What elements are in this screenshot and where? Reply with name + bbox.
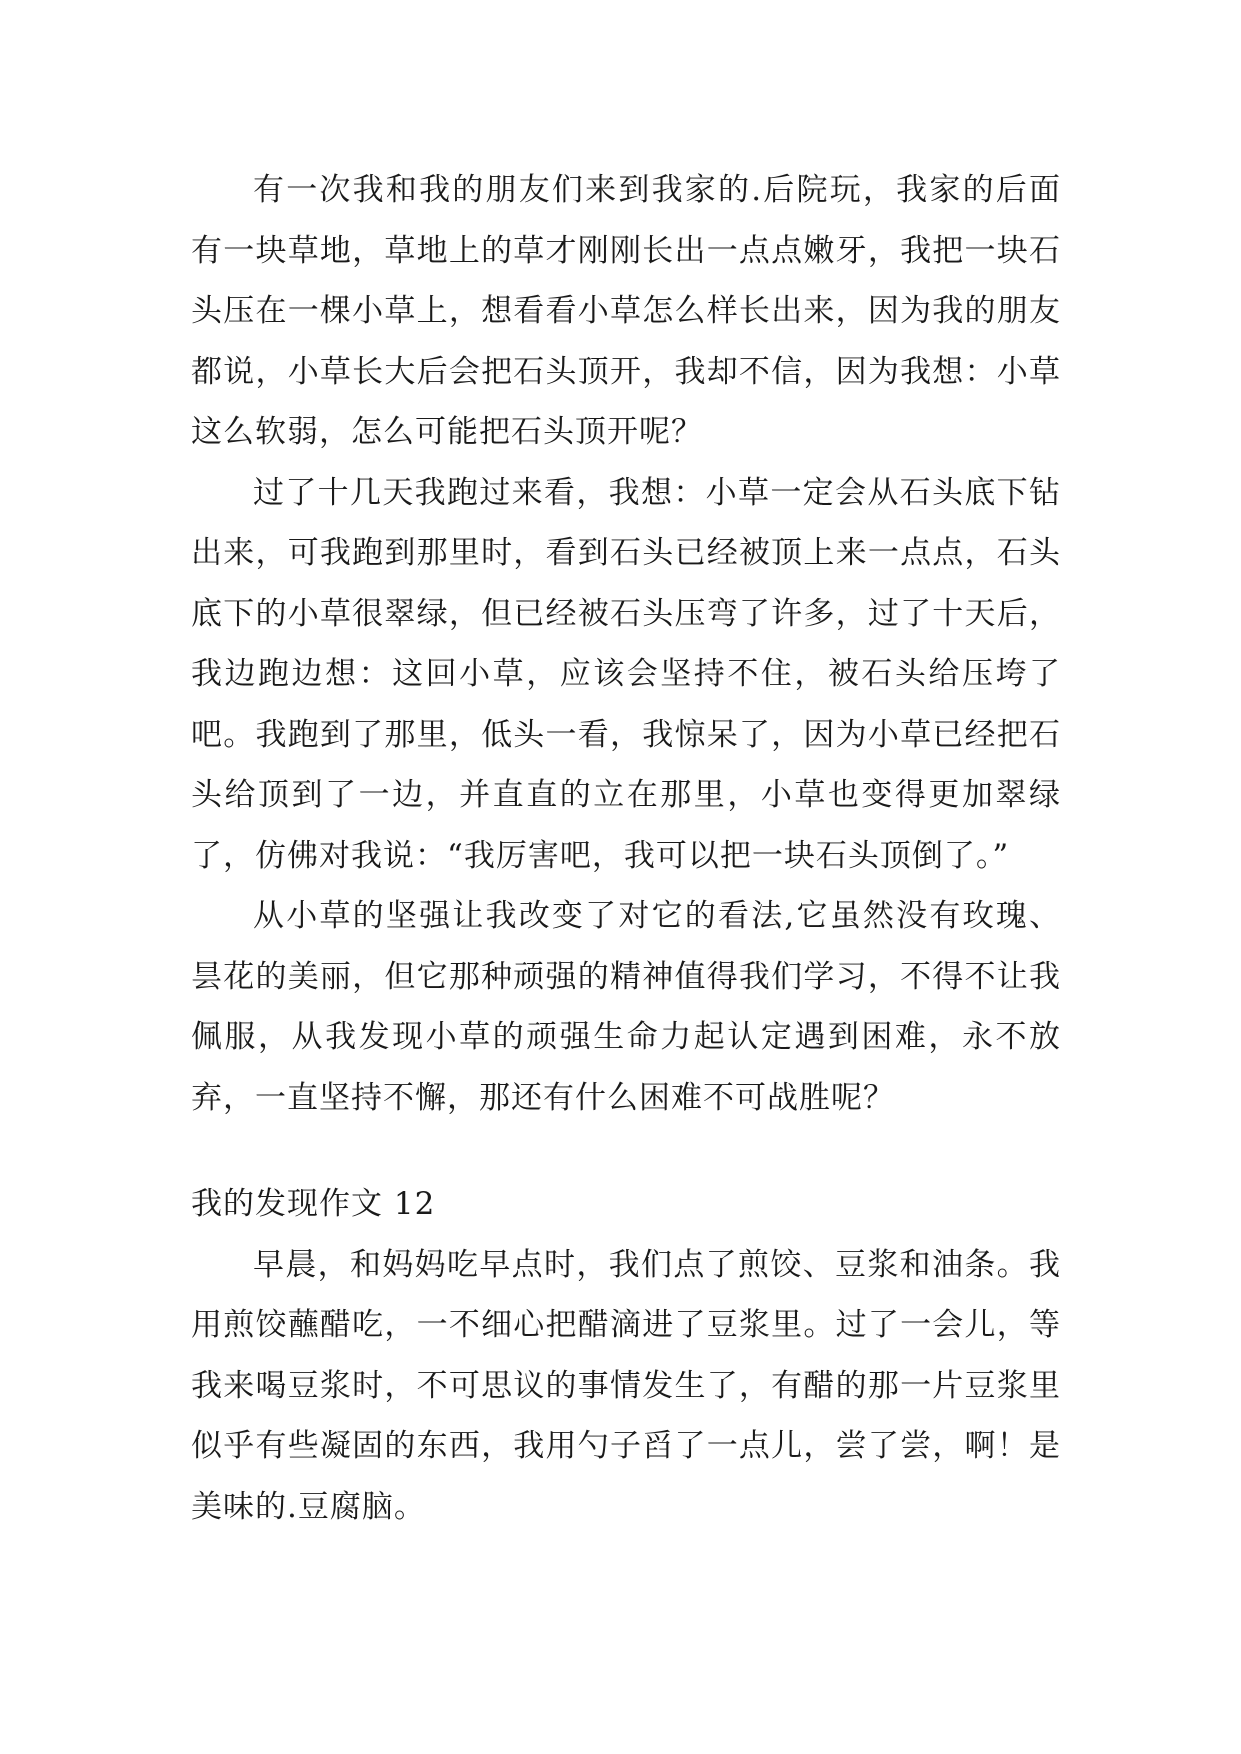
document-page	[191, 160, 1061, 1537]
paragraph-1: 有一次我和我的朋友们来到我家的.后院玩，我家的后面有一块草地，草地上的草才刚刚长出一点点嫩牙，我把一块石头压在一棵小草上，想看看小草怎么样长出来，因为我的朋友都说，小草长大后会把石头顶开，我却不信，因为我想：小草这么软弱，怎么可能把石头顶开呢？	[191, 172, 1061, 450]
section-title: 我的发现作文 12	[191, 1186, 436, 1222]
paragraph-3: 从小草的坚强让我改变了对它的看法,它虽然没有玫瑰、昙花的美丽，但它那种顽强的精神值得我们学习，不得不让我佩服，从我发现小草的顽强生命力起认定遇到困难，永不放弃，一直坚持不懈，那还有什么困难不可战胜呢？	[191, 898, 1061, 1116]
paragraph-2: 过了十几天我跑过来看，我想：小草一定会从石头底下钻出来，可我跑到那里时，看到石头已经被顶上来一点点，石头底下的小草很翠绿，但已经被石头压弯了许多，过了十天后，我边跑边想：这回小草，应该会坚持不住，被石头给压垮了吧。我跑到了那里，低头一看，我惊呆了，因为小草已经把石头给顶到了一边，并直直的立在那里，小草也变得更加翠绿了，仿佛对我说：“我厉害吧，我可以把一块石头顶倒了。”	[191, 474, 1061, 874]
paragraph-4: 早晨，和妈妈吃早点时，我们点了煎饺、豆浆和油条。我用煎饺蘸醋吃，一不细心把醋滴进了豆浆里。过了一会儿，等我来喝豆浆时，不可思议的事情发生了，有醋的那一片豆浆里似乎有些凝固的东西，我用勺子舀了一点儿，尝了尝，啊！是美味的.豆腐脑。	[191, 1246, 1061, 1525]
